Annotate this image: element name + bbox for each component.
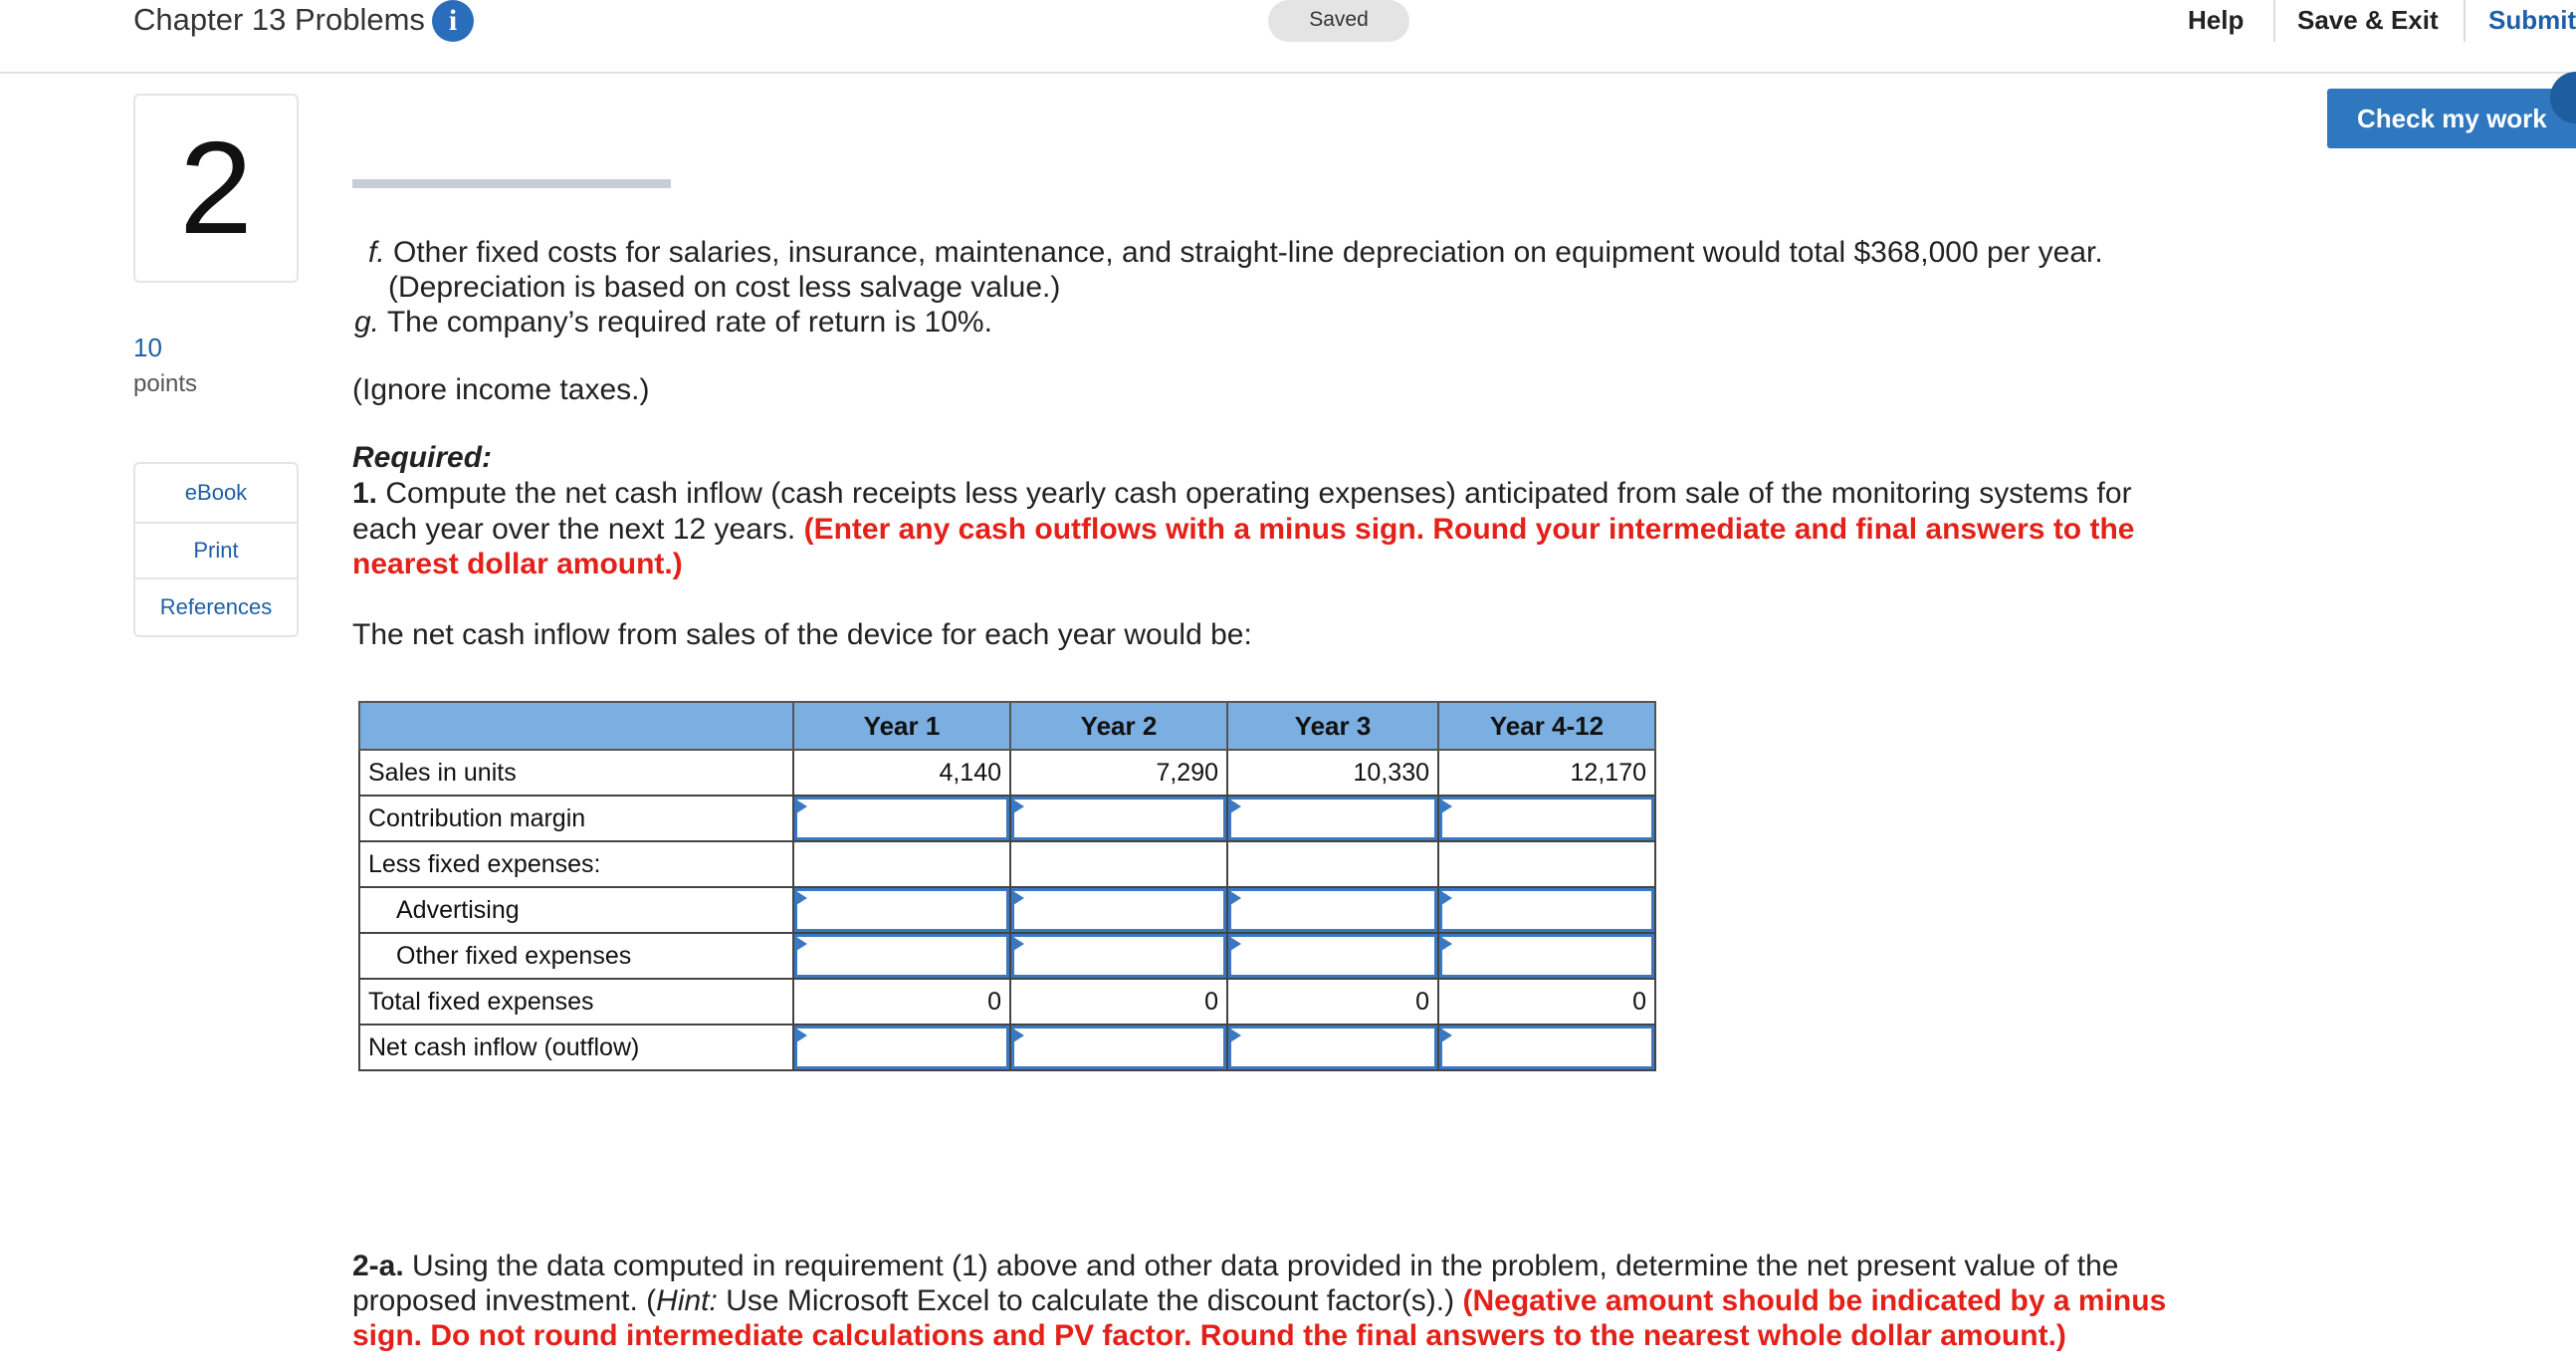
total-fixed-year-2: 0 [1010, 979, 1227, 1025]
item-f-continued: (Depreciation is based on cost less salvage value.) [388, 271, 1061, 304]
net-cash-inflow-year-2-input[interactable] [1011, 1026, 1226, 1069]
print-link[interactable]: Print [135, 524, 297, 579]
submit-button[interactable]: Submit [2488, 5, 2576, 35]
row-label: Less fixed expenses: [359, 841, 793, 887]
info-icon[interactable]: i [432, 0, 474, 42]
column-header-year-2: Year 2 [1010, 702, 1227, 750]
answer-flag-icon [1230, 800, 1241, 813]
resource-links [133, 462, 299, 637]
column-header-year-4-12: Year 4-12 [1438, 702, 1655, 750]
ebook-link[interactable]: eBook [135, 464, 297, 524]
question-number: 2 [133, 94, 299, 283]
requirement-2a-line-2 [352, 1283, 2166, 1318]
answer-cell [1010, 887, 1227, 933]
top-bar [0, 0, 2576, 74]
answer-cell [1227, 796, 1438, 841]
other-fixed-year-2-input[interactable] [1011, 934, 1226, 978]
net-cash-inflow-year-1-input[interactable] [794, 1026, 1009, 1069]
requirement-1-instruction: (Enter any cash outflows with a minus sign. Round your intermediate and final answers to the [803, 513, 2135, 546]
row-label: Contribution margin [359, 796, 793, 841]
requirement-2a-text: Using the data computed in requirement (1) above and other data provided in the problem, determine the net present value of the [412, 1250, 2119, 1282]
references-link[interactable]: References [159, 594, 273, 619]
requirement-2a-number: 2-a. [352, 1250, 404, 1282]
other-fixed-year-1-input[interactable] [794, 934, 1009, 978]
sales-units-year-2: 7,290 [1010, 750, 1227, 796]
header-divider [2273, 0, 2275, 42]
ignore-taxes-note: (Ignore income taxes.) [352, 373, 650, 406]
column-header-year-3: Year 3 [1227, 702, 1438, 750]
requirement-2a-text-2: proposed investment. ( [352, 1284, 657, 1317]
empty-cell [1227, 841, 1438, 887]
header-divider [2464, 0, 2466, 42]
answer-cell [1227, 1025, 1438, 1070]
requirement-1-instruction-2: nearest dollar amount.) [352, 548, 683, 580]
item-f [368, 235, 2103, 270]
item-f-text: Other fixed costs for salaries, insurance, maintenance, and straight-line depreciation on equipment would total $368,000 per year. [393, 236, 2103, 269]
total-fixed-year-1: 0 [793, 979, 1010, 1025]
check-my-work-button[interactable]: Check my work [2327, 89, 2576, 148]
answer-flag-icon [1441, 800, 1452, 813]
row-label: Net cash inflow (outflow) [359, 1025, 793, 1070]
advertising-year-2-input[interactable] [1011, 888, 1226, 932]
hint-label: Hint: [656, 1284, 718, 1317]
answer-flag-icon [1013, 937, 1024, 951]
answer-cell [1438, 933, 1655, 979]
table-row-net-cash-inflow [359, 1025, 1655, 1070]
empty-cell [1010, 841, 1227, 887]
requirement-2a-instruction: (Negative amount should be indicated by a minus [1462, 1284, 2167, 1317]
save-exit-button[interactable]: Save & Exit [2297, 5, 2439, 35]
net-cash-inflow-year-4-12-input[interactable] [1439, 1026, 1654, 1069]
other-fixed-year-4-12-input[interactable] [1439, 934, 1654, 978]
table-row-total-fixed-expenses [359, 979, 1655, 1025]
table-row-contribution-margin [359, 796, 1655, 841]
row-label: Other fixed expenses [359, 933, 793, 979]
item-f-letter: f. [368, 236, 385, 269]
requirement-2a-hint-text: Use Microsoft Excel to calculate the discount factor(s).) [726, 1284, 1455, 1317]
answer-flag-icon [1230, 1029, 1241, 1042]
column-header [359, 702, 793, 750]
answer-flag-icon [796, 1029, 807, 1042]
requirement-1-text: Compute the net cash inflow (cash receipts less yearly cash operating expenses) anticipated from sale of the monitoring systems for [385, 477, 2132, 510]
table-row-other-fixed-expenses [359, 933, 1655, 979]
requirement-1-number: 1. [352, 477, 378, 510]
net-cash-inflow-year-3-input[interactable] [1228, 1026, 1437, 1069]
answer-cell [1010, 796, 1227, 841]
item-g [354, 305, 992, 340]
advertising-year-4-12-input[interactable] [1439, 888, 1654, 932]
requirement-1-line-1 [352, 476, 2132, 511]
answer-flag-icon [1441, 1029, 1452, 1042]
advertising-year-1-input[interactable] [794, 888, 1009, 932]
answer-cell [793, 933, 1010, 979]
points-label: points [133, 370, 198, 397]
table-row-less-fixed-expenses [359, 841, 1655, 887]
requirement-1-line-2 [352, 512, 2134, 547]
answer-flag-icon [796, 800, 807, 813]
contribution-margin-year-4-12-input[interactable] [1439, 797, 1654, 840]
sales-units-year-4-12: 12,170 [1438, 750, 1655, 796]
contribution-margin-year-2-input[interactable] [1011, 797, 1226, 840]
contribution-margin-year-1-input[interactable] [794, 797, 1009, 840]
answer-flag-icon [1441, 937, 1452, 951]
table-row-sales-in-units [359, 750, 1655, 796]
answer-cell [1227, 933, 1438, 979]
help-button[interactable]: Help [2188, 5, 2245, 35]
total-fixed-year-3: 0 [1227, 979, 1438, 1025]
table-header-row [359, 702, 1655, 750]
requirement-2a-line-1 [352, 1249, 2118, 1283]
answer-cell [793, 1025, 1010, 1070]
table-row-advertising [359, 887, 1655, 933]
answer-flag-icon [1013, 800, 1024, 813]
answer-flag-icon [1013, 1029, 1024, 1042]
row-label: Advertising [359, 887, 793, 933]
net-cash-inflow-table [358, 701, 1656, 1071]
answer-cell [1438, 796, 1655, 841]
item-g-text: The company’s required rate of return is 10%. [386, 306, 992, 339]
answer-cell [1010, 933, 1227, 979]
assignment-title: Chapter 13 Problems [133, 2, 425, 37]
answer-cell [793, 796, 1010, 841]
empty-cell [793, 841, 1010, 887]
scroll-divider [352, 179, 671, 188]
sales-units-year-1: 4,140 [793, 750, 1010, 796]
contribution-margin-year-3-input[interactable] [1228, 797, 1437, 840]
answer-flag-icon [796, 937, 807, 951]
answer-flag-icon [1230, 937, 1241, 951]
answer-flag-icon [1013, 891, 1024, 905]
required-heading: Required: [352, 441, 493, 474]
answer-flag-icon [1441, 891, 1452, 905]
column-header-year-1: Year 1 [793, 702, 1010, 750]
table-intro: The net cash inflow from sales of the device for each year would be: [352, 618, 1252, 651]
saved-status-badge: Saved [1268, 0, 1409, 42]
row-label: Sales in units [359, 750, 793, 796]
item-g-letter: g. [354, 306, 380, 339]
total-fixed-year-4-12: 0 [1438, 979, 1655, 1025]
answer-cell [1438, 887, 1655, 933]
row-label: Total fixed expenses [359, 979, 793, 1025]
answer-cell [793, 887, 1010, 933]
points-value: 10 [133, 333, 162, 362]
requirement-2a-instruction-2: sign. Do not round intermediate calculations and PV factor. Round the final answers to the nearest whole dollar amount.) [352, 1319, 2066, 1352]
empty-cell [1438, 841, 1655, 887]
advertising-year-3-input[interactable] [1228, 888, 1437, 932]
other-fixed-year-3-input[interactable] [1228, 934, 1437, 978]
answer-cell [1010, 1025, 1227, 1070]
answer-flag-icon [796, 891, 807, 905]
answer-cell [1438, 1025, 1655, 1070]
answer-cell [1227, 887, 1438, 933]
requirement-1-text-2: each year over the next 12 years. [352, 513, 796, 546]
answer-flag-icon [1230, 891, 1241, 905]
sales-units-year-3: 10,330 [1227, 750, 1438, 796]
